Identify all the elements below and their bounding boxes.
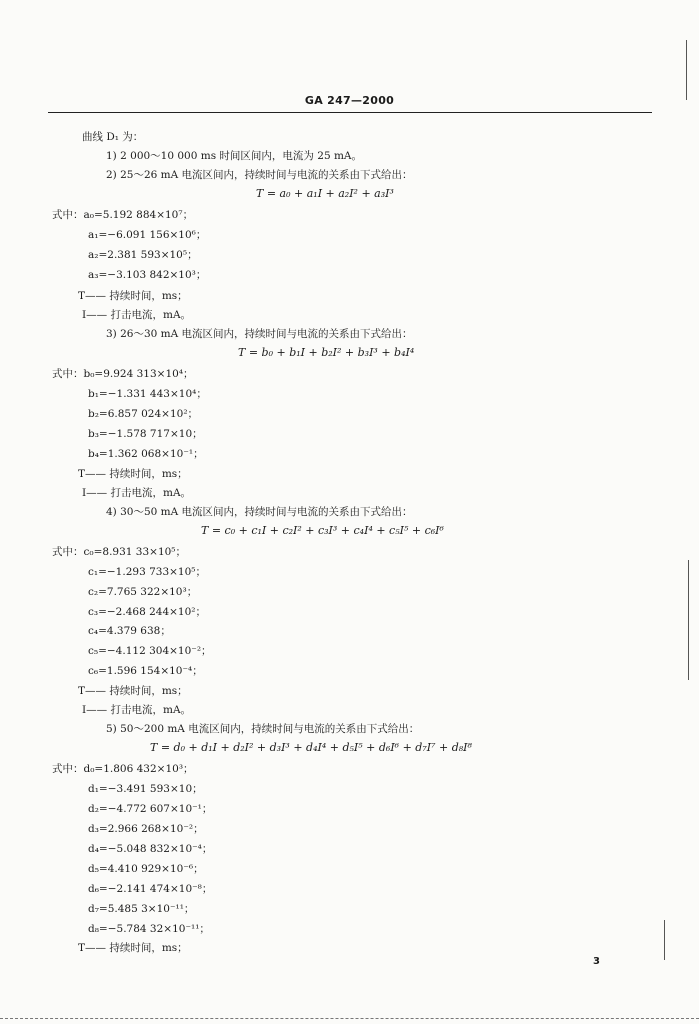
text-line: b₂=6.857 024×10²； xyxy=(88,408,199,420)
text-line: d₆=−2.141 474×10⁻⁸； xyxy=(88,883,213,895)
text-line: d₅=4.410 929×10⁻⁶； xyxy=(88,863,204,875)
text-line: d₁=−3.491 593×10； xyxy=(88,783,203,795)
text-line: c₂=7.765 322×10³； xyxy=(88,586,198,598)
text-line: d₂=−4.772 607×10⁻¹； xyxy=(88,803,213,815)
formula-line: T = a₀ + a₁I + a₂I² + a₃I³ xyxy=(256,187,394,200)
text-line: d₇=5.485 3×10⁻¹¹； xyxy=(88,903,195,915)
page-number: 3 xyxy=(593,956,600,967)
text-line: I—— 打击电流，mA。 xyxy=(82,704,192,716)
text-line: 曲线 D₁ 为： xyxy=(82,131,144,143)
text-line: 式中：d₀=1.806 432×10³； xyxy=(52,763,194,775)
text-line: d₃=2.966 268×10⁻²； xyxy=(88,823,204,835)
text-line: c₅=−4.112 304×10⁻²； xyxy=(88,645,212,657)
text-line: d₄=−5.048 832×10⁻⁴； xyxy=(88,843,213,855)
text-line: c₁=−1.293 733×10⁵； xyxy=(88,566,206,578)
scan-margin-mark xyxy=(688,560,689,680)
formula-line: T = c₀ + c₁I + c₂I² + c₃I³ + c₄I⁴ + c₅I⁵ + c₆I⁶ xyxy=(201,524,444,537)
scan-margin-mark xyxy=(686,40,687,100)
text-line: I—— 打击电流，mA。 xyxy=(82,309,192,321)
text-line: b₁=−1.331 443×10⁴； xyxy=(88,388,207,400)
text-line: c₃=−2.468 244×10²； xyxy=(88,606,206,618)
text-line: 3) 26～30 mA 电流区间内，持续时间与电流的关系由下式给出： xyxy=(106,328,413,340)
header-rule xyxy=(48,112,652,113)
text-line: T—— 持续时间，ms； xyxy=(78,685,188,697)
text-line: 5) 50～200 mA 电流区间内，持续时间与电流的关系由下式给出： xyxy=(106,723,420,735)
text-line: a₃=−3.103 842×10³； xyxy=(88,269,207,281)
text-line: a₂=2.381 593×10⁵； xyxy=(88,249,198,261)
text-line: c₄=4.379 638； xyxy=(88,625,171,637)
text-line: T—— 持续时间，ms； xyxy=(78,942,188,954)
text-line: 2) 25～26 mA 电流区间内，持续时间与电流的关系由下式给出： xyxy=(106,169,413,181)
text-line: 式中：b₀=9.924 313×10⁴； xyxy=(52,368,194,380)
text-line: 1) 2 000～10 000 ms 时间区间内，电流为 25 mA。 xyxy=(106,150,363,162)
text-line: 式中：c₀=8.931 33×10⁵； xyxy=(52,546,187,558)
text-line: c₆=1.596 154×10⁻⁴； xyxy=(88,665,203,677)
page-header: GA 247—2000 xyxy=(304,94,395,107)
text-line: b₃=−1.578 717×10； xyxy=(88,428,203,440)
formula-line: T = b₀ + b₁I + b₂I² + b₃I³ + b₄I⁴ xyxy=(238,346,415,359)
text-line: T—— 持续时间，ms； xyxy=(78,290,188,302)
scan-bottom-edge xyxy=(0,1018,699,1019)
text-line: T—— 持续时间，ms； xyxy=(78,468,188,480)
text-line: b₄=1.362 068×10⁻¹； xyxy=(88,448,204,460)
text-line: d₈=−5.784 32×10⁻¹¹； xyxy=(88,923,210,935)
text-line: a₁=−6.091 156×10⁶； xyxy=(88,229,207,241)
text-line: I—— 打击电流，mA。 xyxy=(82,487,192,499)
text-line: 4) 30～50 mA 电流区间内，持续时间与电流的关系由下式给出： xyxy=(106,506,413,518)
formula-line: T = d₀ + d₁I + d₂I² + d₃I³ + d₄I⁴ + d₅I⁵ + d₆I⁶ + d₇I⁷ + d₈I⁸ xyxy=(150,741,472,754)
scan-margin-mark xyxy=(664,920,665,960)
text-line: 式中：a₀=5.192 884×10⁷； xyxy=(52,209,194,221)
